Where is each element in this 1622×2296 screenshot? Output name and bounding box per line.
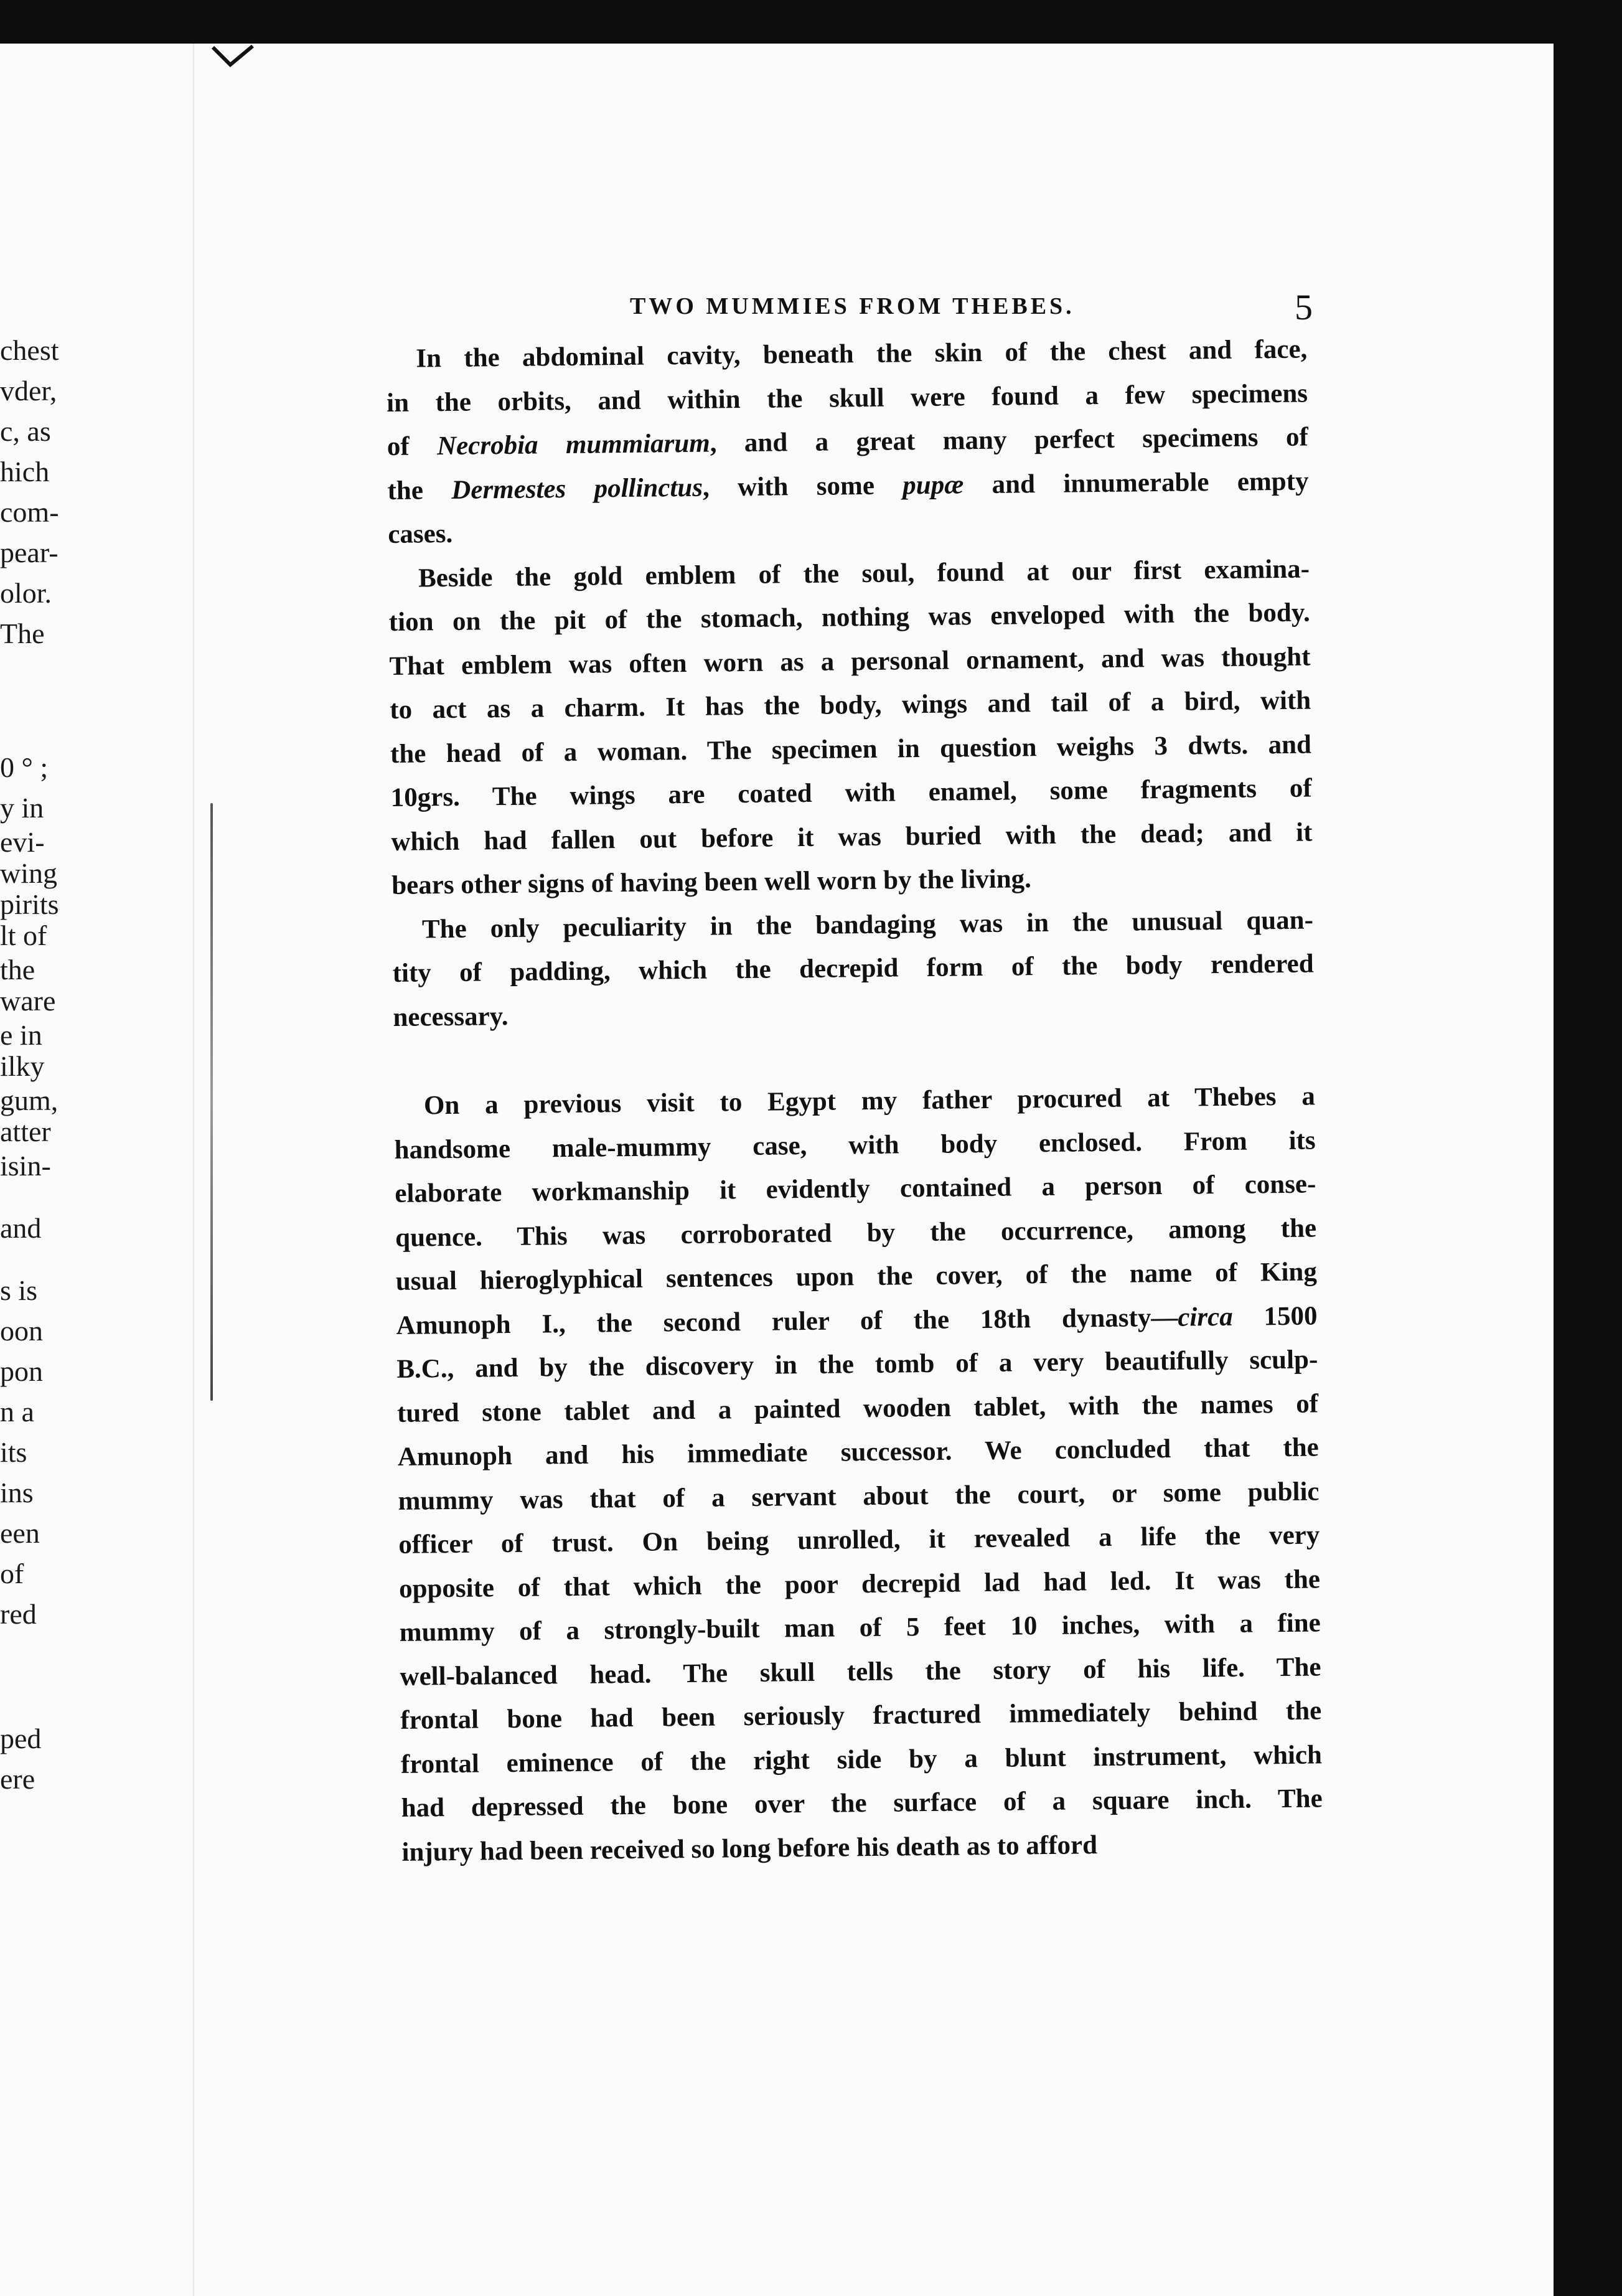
text-line: The only peculiarity in the bandaging was in the unusual quan- — [421, 905, 1314, 944]
left-page-fragment: c, as — [0, 415, 51, 447]
text-line: to act as a charm. It has the body, wings and tail of a bird, with — [390, 685, 1311, 725]
text-line: 10grs. The wings are coated with enamel, some fragments of — [390, 773, 1312, 812]
text-line: usual hieroglyphical sentences upon the cover, of the name of King — [395, 1257, 1318, 1296]
body-text — [386, 328, 1323, 1875]
paragraph — [386, 328, 1310, 557]
text-line: tion on the pit of the stomach, nothing was enveloped with the body. — [388, 598, 1310, 637]
left-page-fragment: evi- — [0, 826, 45, 858]
text-line: On a previous visit to Egypt my father procured at Thebes a — [423, 1081, 1316, 1121]
text-line: B.C., and by the discovery in the tomb of a very beautifully sculp- — [396, 1345, 1318, 1384]
binding-crease — [210, 803, 213, 1401]
left-page-fragment: 0 ° ; — [0, 751, 49, 783]
paragraph — [388, 547, 1313, 908]
left-page-fragment: y in — [0, 792, 44, 824]
running-head: TWO MUMMIES FROM THEBES. — [630, 293, 1075, 319]
left-page-fragment: its — [0, 1436, 27, 1468]
left-page-fragment: hich — [0, 456, 50, 487]
left-page-fragment: een — [0, 1517, 40, 1549]
text-line: officer of trust. On being unrolled, it revealed a life the very — [398, 1520, 1320, 1560]
left-page-fragment: com- — [0, 496, 59, 528]
text-line: which had fallen out before it was buried with the dead; and it — [391, 817, 1313, 857]
text-line: bears other signs of having been well worn by the living. — [391, 864, 1032, 900]
paragraph — [392, 898, 1315, 1040]
text-line: mummy was that of a servant about the court, or some public — [398, 1476, 1320, 1516]
left-page-fragment: olor. — [0, 577, 52, 609]
paragraph — [394, 1075, 1323, 1874]
left-page-fragment: the — [0, 954, 35, 986]
text-line: handsome male-mummy case, with body enclosed. From its — [394, 1125, 1316, 1165]
left-page-fragment: pirits — [0, 888, 59, 920]
left-page-fragments — [0, 324, 68, 1880]
left-page-fragment: chest — [0, 334, 59, 366]
text-line: injury had been received so long before his death as to afford — [401, 1830, 1098, 1867]
left-page-fragment: atter — [0, 1116, 51, 1147]
left-page-fragment: ped — [0, 1723, 42, 1754]
left-page-fragment: pear- — [0, 537, 59, 568]
text-line: That emblem was often worn as a personal ornament, and was thought — [389, 641, 1311, 681]
left-page-fragment: ilky — [0, 1050, 45, 1082]
left-page-fragment: wing — [0, 857, 57, 889]
text-line: necessary. — [393, 1001, 509, 1032]
text-line: tity of padding, which the decrepid form of the body rendered — [392, 949, 1314, 988]
text-line: in the orbits, and within the skull were found a few specimens — [386, 378, 1308, 418]
page-gutter — [193, 44, 194, 2296]
text-line: the head of a woman. The specimen in question weighs 3 dwts. and — [390, 729, 1312, 769]
text-line: Amunoph and his immediate successor. We concluded that the — [397, 1433, 1319, 1472]
text-line: frontal bone had been seriously fractured immediately behind the — [400, 1696, 1322, 1735]
scan-border-right — [1554, 0, 1622, 2296]
left-page-fragment: oon — [0, 1315, 43, 1347]
folded-corner-mark — [212, 44, 255, 68]
text-line: well-balanced head. The skull tells the story of his life. The — [400, 1652, 1321, 1691]
text-line: of Necrobia mummiarum, and a great many perfect specimens of — [387, 422, 1309, 461]
text-line: frontal eminence of the right side by a blunt instrument, which — [400, 1739, 1323, 1779]
left-page-fragment: ware — [0, 985, 56, 1017]
left-page-fragment: vder, — [0, 375, 57, 407]
left-page-fragment: ins — [0, 1477, 34, 1508]
left-page-fragment: e in — [0, 1019, 42, 1051]
text-line: opposite of that which the poor decrepid lad had led. It was the — [398, 1564, 1321, 1604]
text-line: Beside the gold emblem of the soul, found at our first examina- — [418, 553, 1310, 593]
left-page-fragment: of — [0, 1558, 24, 1589]
left-page-fragment: s is — [0, 1274, 38, 1306]
text-line: elaborate workmanship it evidently contained a person of conse- — [395, 1169, 1316, 1208]
text-line: Amunoph I., the second ruler of the 18th dynasty—circa 1500 — [396, 1301, 1318, 1340]
left-page-fragment: pon — [0, 1355, 43, 1387]
left-page-fragment: red — [0, 1598, 37, 1630]
text-line: In the abdominal cavity, beneath the skin of the chest and face, — [416, 334, 1308, 374]
text-line: mummy of a strongly-built man of 5 feet 10 inches, with a fine — [399, 1608, 1321, 1647]
text-line: tured stone tablet and a painted wooden tablet, with the names of — [396, 1388, 1319, 1428]
left-page-fragment: lt of — [0, 920, 47, 951]
text-line: quence. This was corroborated by the occurrence, among the — [395, 1213, 1317, 1253]
left-page-fragment: n a — [0, 1396, 34, 1428]
text-line: had depressed the bone over the surface of a square inch. The — [401, 1784, 1323, 1823]
left-page-fragment: gum, — [0, 1084, 59, 1116]
scan-border-top — [0, 0, 1622, 44]
page-number: 5 — [1295, 287, 1313, 327]
left-page-fragment: isin- — [0, 1150, 51, 1182]
text-line: the Dermestes pollinctus, with some pupæ and innumerable empty — [387, 466, 1309, 506]
left-page-fragment: ere — [0, 1763, 35, 1795]
left-page-fragment: and — [0, 1212, 42, 1244]
text-line: cases. — [388, 519, 453, 549]
left-page-fragment: The — [0, 618, 45, 649]
